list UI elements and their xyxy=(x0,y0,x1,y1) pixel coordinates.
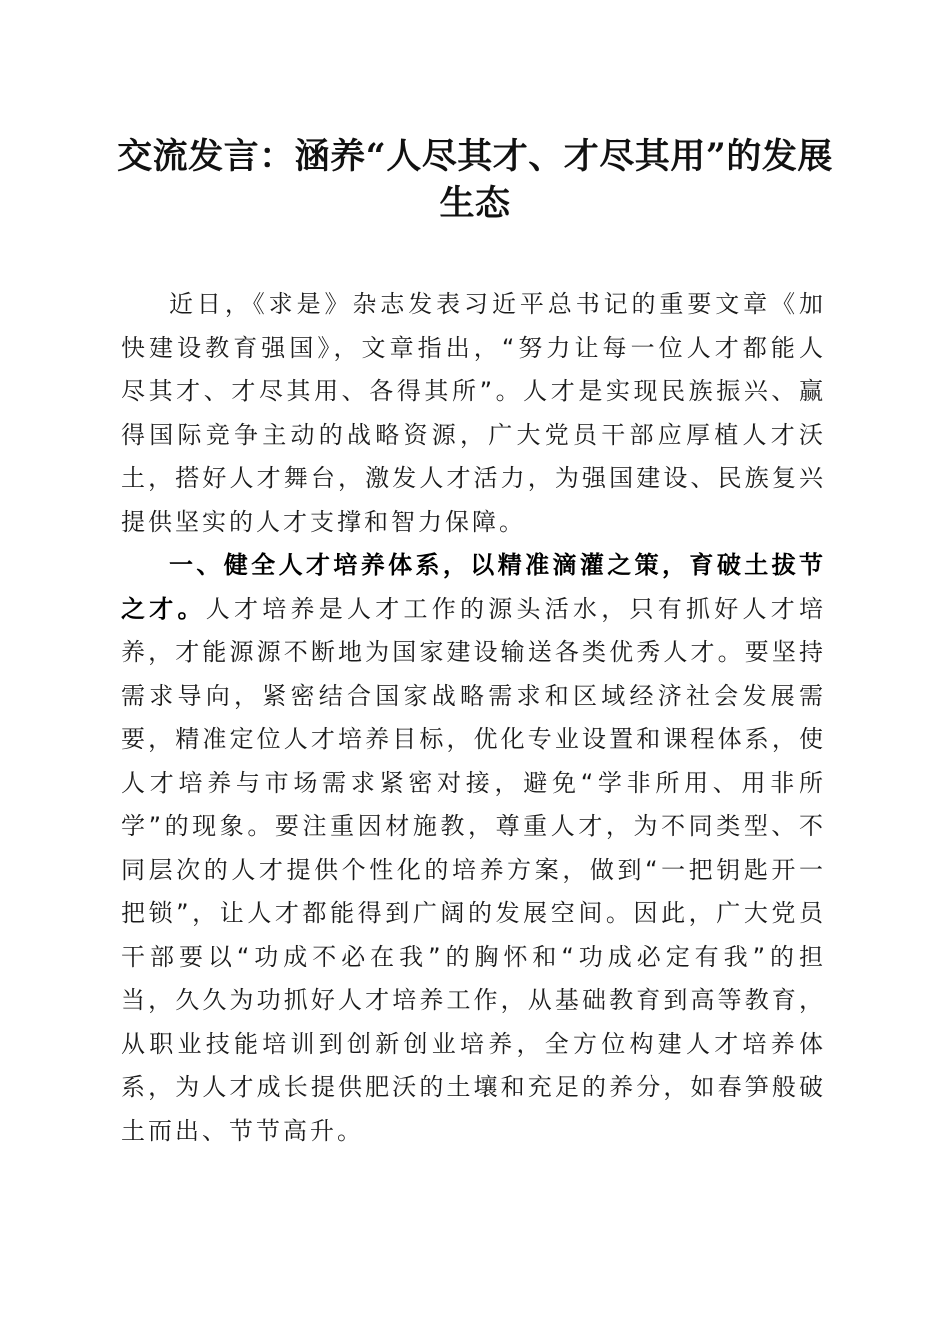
paragraph-intro xyxy=(121,283,826,544)
paragraph-section-1 xyxy=(121,544,826,1153)
paragraph-text: 近日，《求是》杂志发表习近平总书记的重要文章《加快建设教育强国》，文章指出，“努力让每一位人才都能人尽其才、才尽其用、各得其所”。人才是实现民族振兴、赢得国际竞争主动的战略资源，广大党员干部应厚植人才沃土，搭好人才舞台，激发人才活力，为强国建设、民族复兴提供坚实的人才支撑和智力保障。 xyxy=(121,290,826,536)
section-heading: 一、健全人才培养体系，以精准滴灌之策，育破土拔节之才。 xyxy=(121,551,826,623)
paragraph-text: 人才培养是人才工作的源头活水，只有抓好人才培养，才能源源不断地为国家建设输送各类优秀人才。要坚持需求导向，紧密结合国家战略需求和区域经济社会发展需要，精准定位人才培养目标，优化专业设置和课程体系，使人才培养与市场需求紧密对接，避免“学非所用、用非所学”的现象。要注重因材施教，尊重人才，为不同类型、不同层次的人才提供个性化的培养方案，做到“一把钥匙开一把锁”，让人才都能得到广阔的发展空间。因此，广大党员干部要以“功成不必在我”的胸怀和“功成必定有我”的担当，久久为功抓好人才培养工作，从基础教育到高等教育，从职业技能培训到创新创业培养，全方位构建人才培养体系，为人才成长提供肥沃的土壤和充足的养分，如春笋般破土而出、节节高升。 xyxy=(121,594,826,1145)
page-title: 交流发言：涵养“人尽其才、才尽其用”的发展生态 xyxy=(117,136,833,224)
document-body xyxy=(121,283,826,1153)
